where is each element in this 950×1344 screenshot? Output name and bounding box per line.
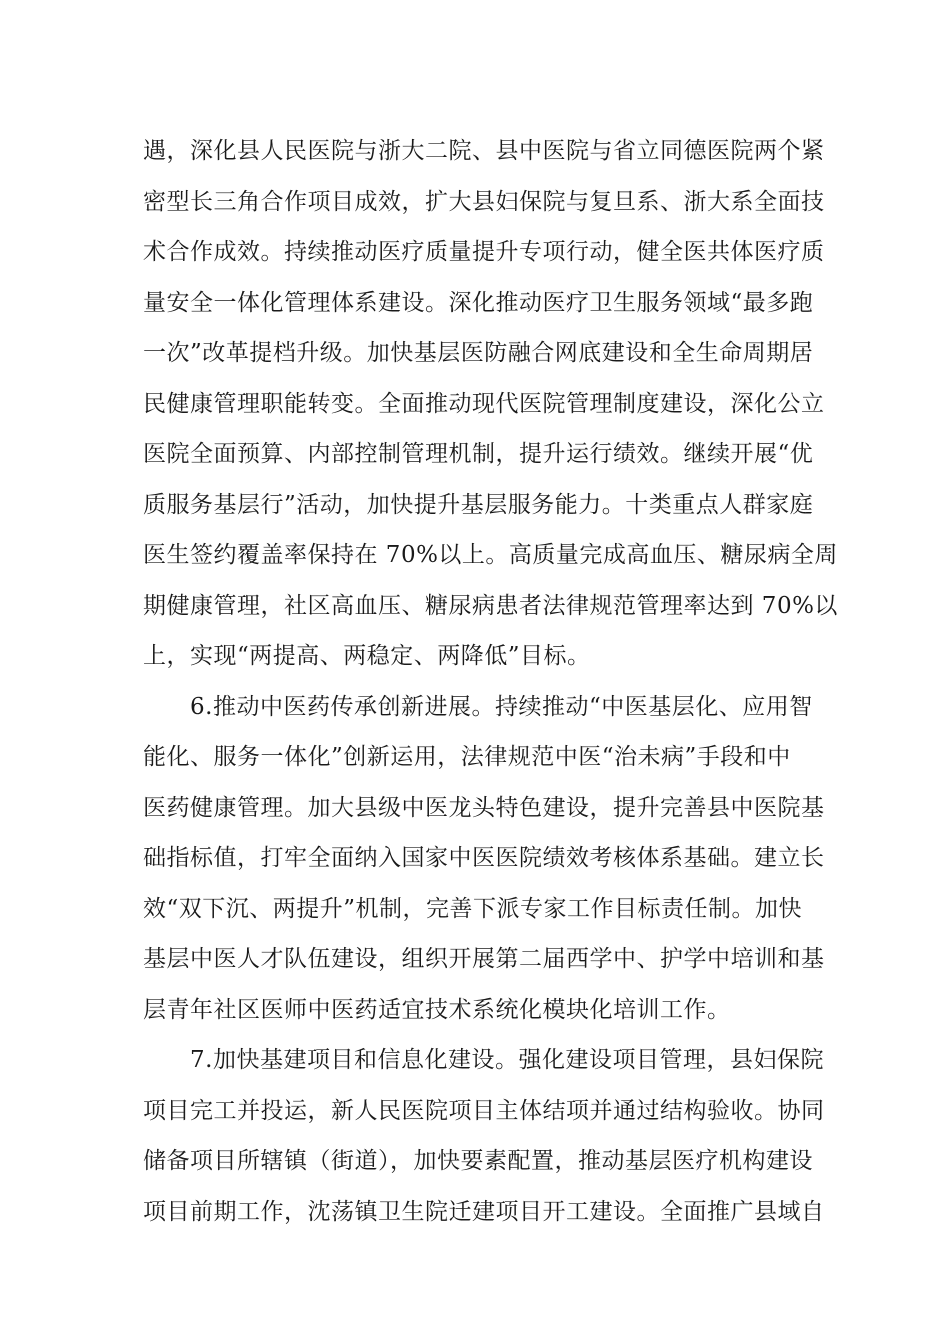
text-line: 上，实现“两提高、两稳定、两降低”目标。 <box>143 643 591 669</box>
text-line: 量安全一体化管理体系建设。深化推动医疗卫生服务领域“最多跑 <box>143 290 814 316</box>
text-line: 础指标值，打牢全面纳入国家中医医院绩效考核体系基础。建立长 <box>143 845 825 871</box>
text-line: 术合作成效。持续推动医疗质量提升专项行动，健全医共体医疗质 <box>143 239 825 265</box>
text-line: 密型长三角合作项目成效，扩大县妇保院与复旦系、浙大系全面技 <box>143 189 825 215</box>
text-line: 医生签约覆盖率保持在 70%以上。高质量完成高血压、糖尿病全周 <box>143 542 838 568</box>
text-line: 项目前期工作，沈荡镇卫生院迁建项目开工建设。全面推广县域自 <box>143 1199 825 1225</box>
text-line: 一次”改革提档升级。加快基层医防融合网底建设和全生命周期居 <box>143 340 814 366</box>
text-line: 期健康管理，社区高血压、糖尿病患者法律规范管理率达到 70%以 <box>143 593 838 619</box>
text-line: 项目完工并投运，新人民医院项目主体结项并通过结构验收。协同 <box>143 1098 825 1124</box>
text-line: 医院全面预算、内部控制管理机制，提升运行绩效。继续开展“优 <box>143 441 814 467</box>
text-line: 储备项目所辖镇（街道），加快要素配置，推动基层医疗机构建设 <box>143 1148 813 1174</box>
paragraph-6-heading-line: 6.推动中医药传承创新进展。持续推动“中医基层化、应用智 <box>190 694 813 720</box>
text-line: 能化、服务一体化”创新运用，法律规范中医“治未病”手段和中 <box>143 744 791 770</box>
text-line: 基层中医人才队伍建设，组织开展第二届西学中、护学中培训和基 <box>143 946 825 972</box>
text-line: 民健康管理职能转变。全面推动现代医院管理制度建设，深化公立 <box>143 391 825 417</box>
text-line: 医药健康管理。加大县级中医龙头特色建设，提升完善县中医院基 <box>143 795 825 821</box>
text-line: 遇，深化县人民医院与浙大二院、县中医院与省立同德医院两个紧 <box>143 138 825 164</box>
text-line: 层青年社区医师中医药适宜技术系统化模块化培训工作。 <box>143 997 731 1023</box>
text-line: 效“双下沉、两提升”机制，完善下派专家工作目标责任制。加快 <box>143 896 803 922</box>
text-line: 质服务基层行”活动，加快提升基层服务能力。十类重点人群家庭 <box>143 492 814 518</box>
paragraph-7-heading-line: 7.加快基建项目和信息化建设。强化建设项目管理，县妇保院 <box>190 1047 824 1073</box>
